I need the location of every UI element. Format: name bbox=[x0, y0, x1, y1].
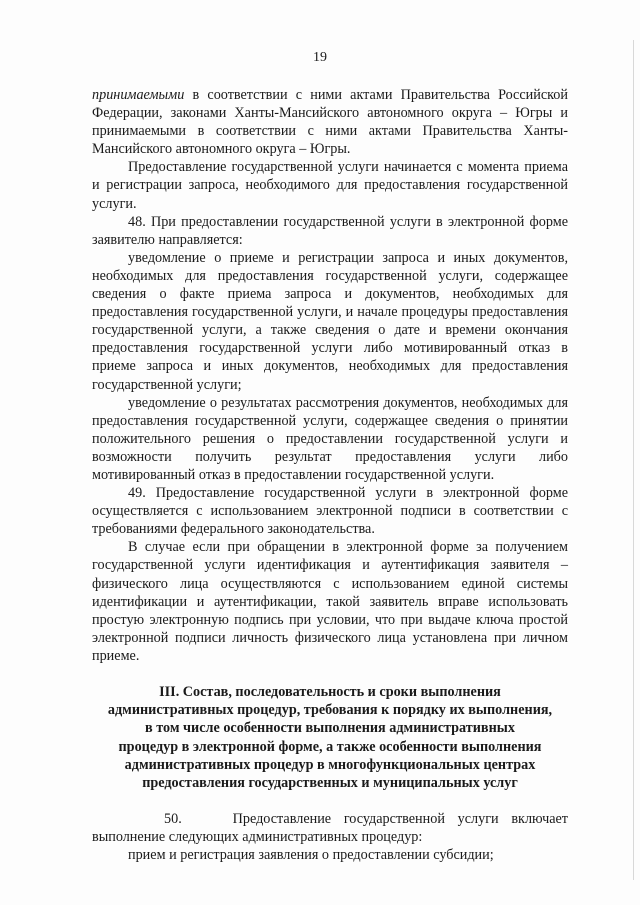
section-heading-line: III. Состав, последовательность и сроки выполнения bbox=[159, 684, 501, 700]
scan-edge-line bbox=[633, 40, 634, 880]
section-heading-line: административных процедур в многофункциональных центрах bbox=[124, 756, 536, 773]
paragraph-service-start: Предоставление государственной услуги начинается с момента приема и регистрации запроса, необходимого для предоставления государственной услуги. bbox=[92, 159, 568, 212]
paragraph-48: 48. При предоставлении государственной услуги в электронной форме заявителю направляется: bbox=[92, 213, 568, 248]
paragraph-text: Предоставление государственной услуги включает выполнение следующих административных процедур: bbox=[92, 811, 569, 846]
section-heading-line: предоставления государственных и муниципальных услуг bbox=[142, 775, 518, 792]
section-heading-line: процедур в электронной форме, а также особенности выполнения bbox=[118, 738, 542, 755]
paragraph-text: в соответствии с ними актами Правительства Российской Федерации, законами Ханты-Мансийского автономного округа – Югры и принимаемыми в соответствии с ними актами Правительства Ханты-Мансийского автономного округа – Югры. bbox=[92, 87, 568, 158]
list-item: прием и регистрация заявления о предоставлении субсидии; bbox=[128, 847, 494, 864]
page-number: 19 bbox=[313, 50, 327, 65]
paragraph-identification: В случае если при обращении в электронной форме за получением государственной услуги идентификация и аутентификация заявителя – физического лица осуществляются с использованием единой системы идентификации и аутентификации, такой заявитель вправе использовать простую электронную подпись при условии, что при выдаче ключа простой электронной подписи личность физического лица установлена при личном приеме. bbox=[92, 539, 568, 664]
paragraph-50 bbox=[92, 810, 568, 846]
paragraph-continuation bbox=[92, 86, 568, 158]
document-body bbox=[92, 86, 568, 865]
section-heading-line: административных процедур, требования к порядку их выполнения, bbox=[107, 702, 553, 719]
italic-lead-word: принимаемыми bbox=[92, 87, 185, 103]
section-heading bbox=[92, 683, 568, 792]
spacer bbox=[92, 792, 568, 810]
section-heading-line: в том числе особенности выполнения административных bbox=[145, 720, 515, 737]
spacer bbox=[92, 665, 568, 683]
paragraph-notification-results: уведомление о результатах рассмотрения документов, необходимых для предоставления государственной услуги, содержащее сведения о принятии положительного решения о предоставлении государственной услуги и возможности получить результат предоставления услуги либо мотивированный отказ в предоставлении государственной услуги. bbox=[92, 394, 568, 483]
paragraph-49: 49. Предоставление государственной услуги в электронной форме осуществляется с использованием электронной подписи в соответствии с требованиями федерального законодательства. bbox=[92, 485, 568, 538]
paragraph-notification-receipt: уведомление о приеме и регистрации запроса и иных документов, необходимых для предоставления государственной услуги, содержащее сведения о факте приема запроса и документов, необходимых для предоставления государственной услуги, и начале процедуры предоставления государственной услуги, а также сведения о дате и времени окончания предоставления государственной услуги либо мотивированный отказ в приеме запроса и иных документов, необходимых для предоставления государственной услуги; bbox=[92, 249, 568, 393]
paragraph-number: 50. bbox=[164, 811, 182, 828]
